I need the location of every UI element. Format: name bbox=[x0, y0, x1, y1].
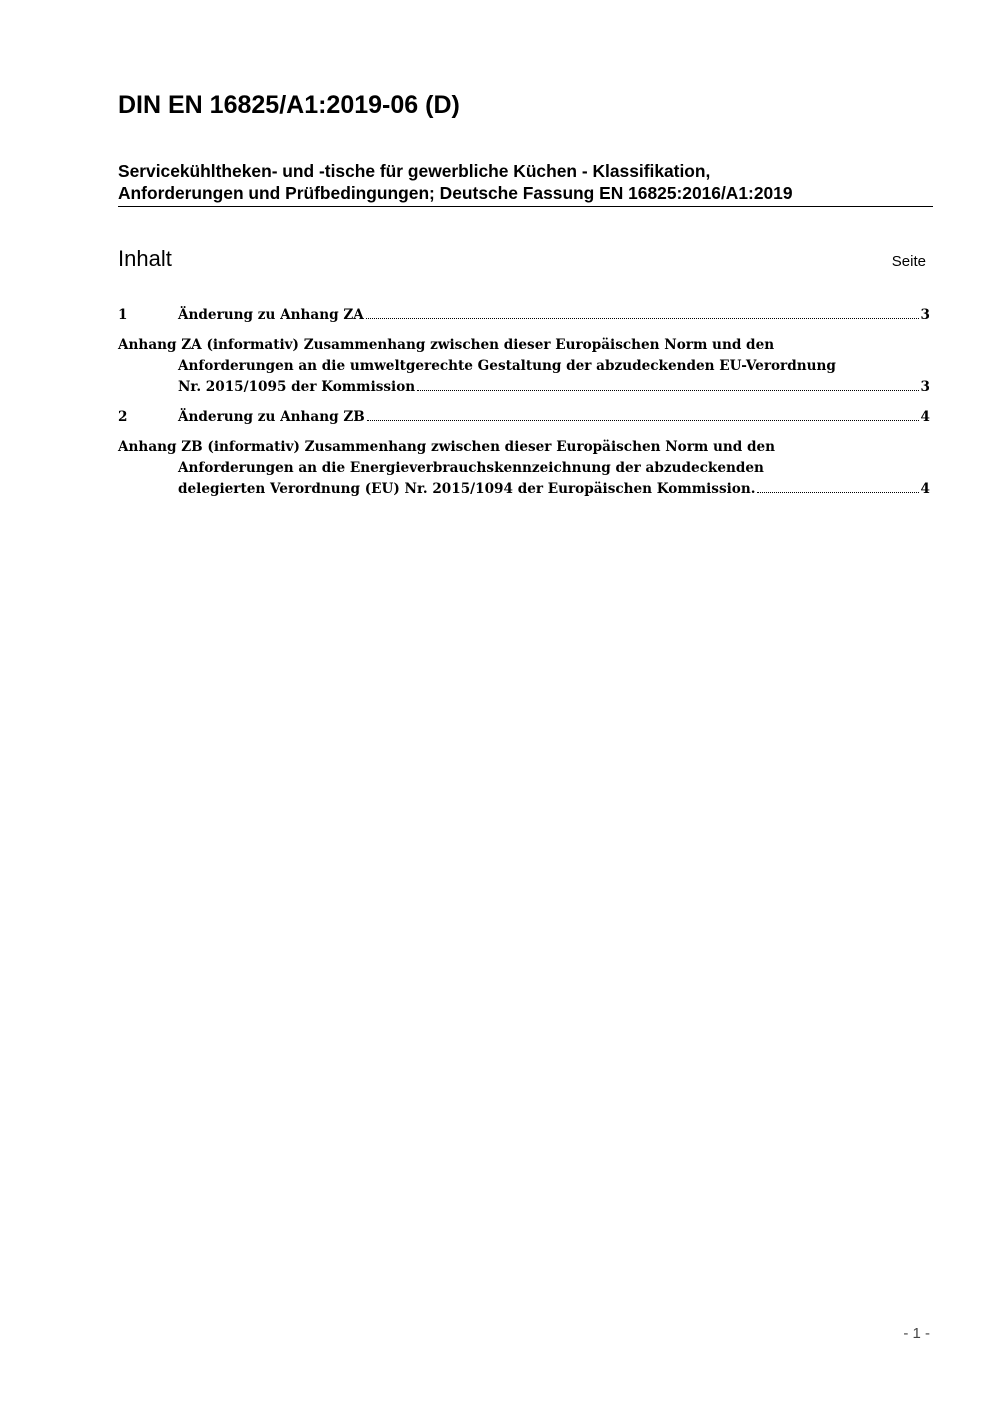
toc-entry-number: 1 bbox=[118, 307, 128, 323]
toc-title: Inhalt bbox=[118, 246, 172, 271]
toc-heading bbox=[118, 244, 926, 276]
toc-entry-text: delegierten Verordnung (EU) Nr. 2015/1094 der Europäischen Kommission. bbox=[178, 481, 756, 497]
document-title-line: Anforderungen und Prüfbedingungen; Deutsche Fassung EN 16825:2016/A1:2019 bbox=[118, 183, 793, 203]
toc-entry-page: 3 bbox=[920, 307, 930, 323]
toc-entry-page: 4 bbox=[920, 481, 930, 497]
toc-entry-page: 4 bbox=[920, 409, 930, 425]
toc-entry[interactable] bbox=[118, 302, 930, 323]
page-number: - 1 - bbox=[903, 1325, 930, 1342]
toc-entry-text: Anhang ZB (informativ) Zusammenhang zwischen dieser Europäischen Norm und den bbox=[118, 439, 776, 455]
document-title-line: Servicekühltheken- und -tische für gewerbliche Küchen - Klassifikation, bbox=[118, 161, 711, 181]
toc-entry[interactable] bbox=[118, 404, 930, 425]
toc-entry-page: 3 bbox=[920, 379, 930, 395]
table-of-contents bbox=[118, 302, 930, 497]
document-title bbox=[118, 160, 933, 207]
toc-leader-dots bbox=[417, 390, 918, 391]
toc-leader-dots bbox=[757, 492, 918, 493]
toc-leader-dots bbox=[367, 420, 919, 421]
toc-entry-text: Anforderungen an die umweltgerechte Gestaltung der abzudeckenden EU-Verordnung bbox=[178, 358, 836, 374]
toc-page-column-label: Seite bbox=[891, 253, 926, 270]
document-id: DIN EN 16825/A1:2019-06 (D) bbox=[118, 91, 460, 119]
toc-entry[interactable] bbox=[118, 434, 930, 497]
toc-entry-text: Anforderungen an die Energieverbrauchskennzeichnung der abzudeckenden bbox=[178, 460, 764, 476]
toc-entry-number: 2 bbox=[118, 409, 128, 425]
toc-leader-dots bbox=[366, 318, 919, 319]
toc-entry[interactable] bbox=[118, 332, 930, 395]
toc-entry-text: Änderung zu Anhang ZB bbox=[178, 409, 365, 425]
toc-entry-text: Änderung zu Anhang ZA bbox=[178, 307, 364, 323]
toc-entry-text: Anhang ZA (informativ) Zusammenhang zwischen dieser Europäischen Norm und den bbox=[118, 337, 775, 353]
toc-entry-text: Nr. 2015/1095 der Kommission bbox=[178, 379, 416, 395]
